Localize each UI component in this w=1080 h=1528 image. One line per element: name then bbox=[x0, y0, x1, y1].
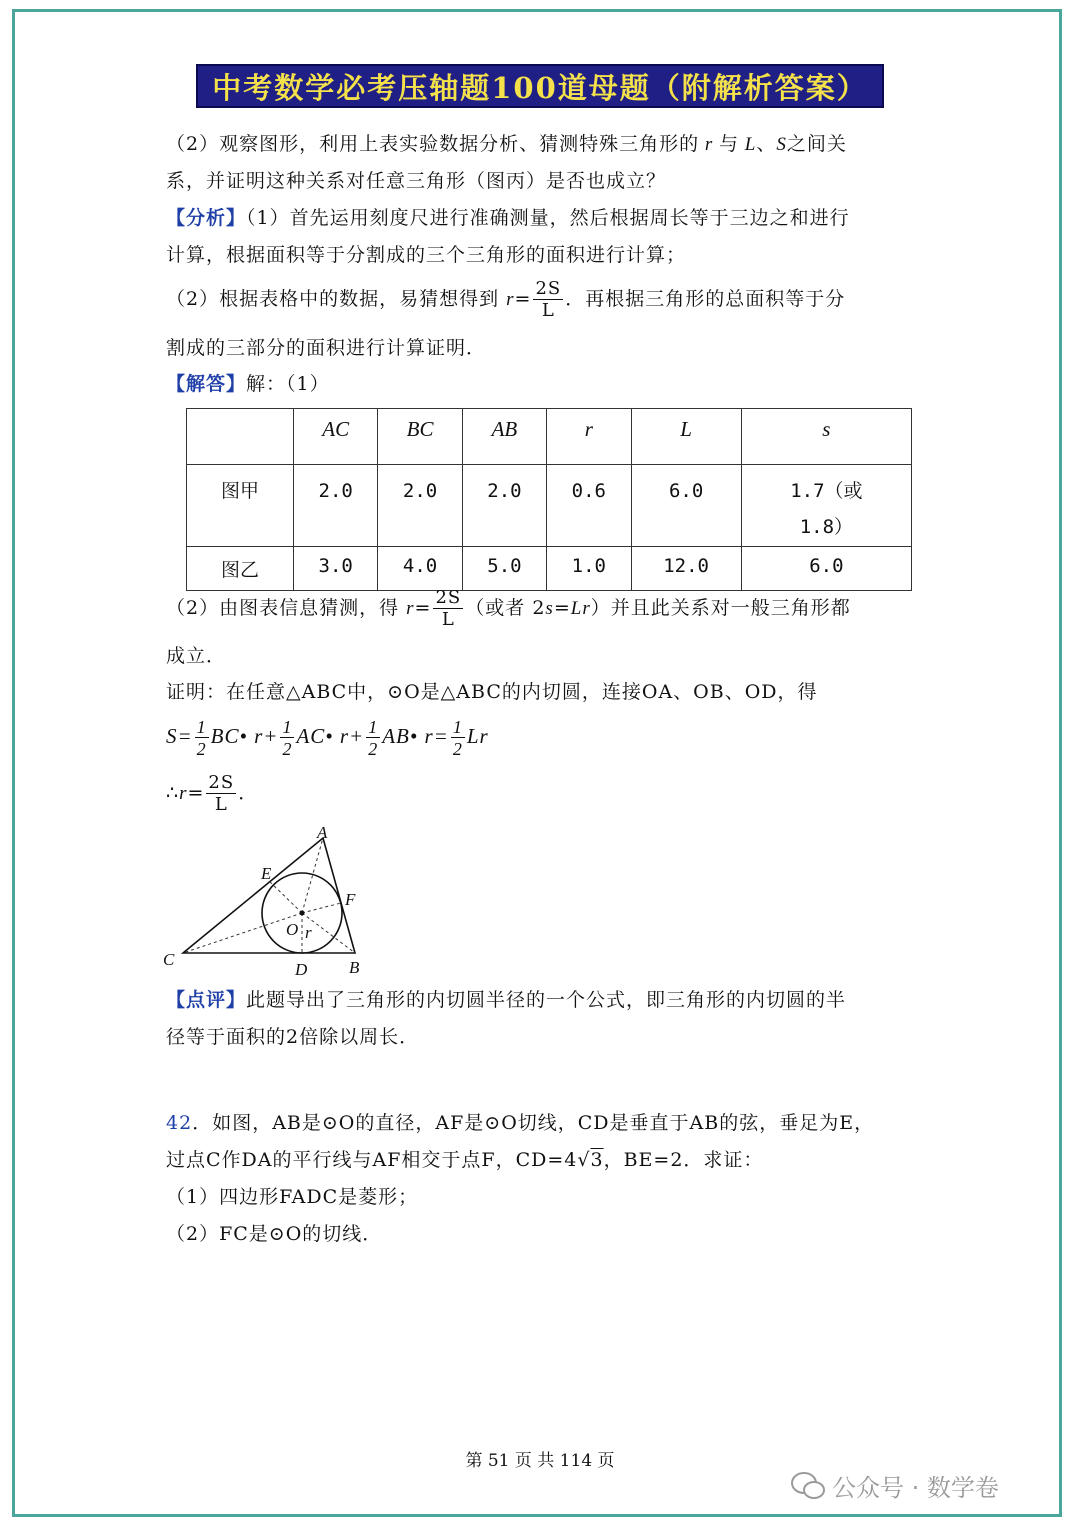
guess-line: （2）由图表信息猜测，得 r= $\frac{2S}{L}$ （或者 2s=Lr）并且此关系对一般三角形都 bbox=[166, 587, 851, 630]
banner-title: 中考数学必考压轴题100道母题（附解析答案） bbox=[196, 64, 884, 108]
analysis-block: 【分析】（1）首先运用刻度尺进行准确测量，然后根据周长等于三边之和进行 计算，根据面积等于分割成的三个三角形的面积进行计算； bbox=[166, 207, 850, 266]
area-formula: S= $\frac{1}{2}$ BC• r+ $\frac{1}{2}$ AC• r+ $\frac{1}{2}$ AB• r= $\frac{1}{2}$ Lr bbox=[166, 717, 489, 760]
question-42: 42．如图，AB是⊙O的直径，AF是⊙O切线，CD是垂直于AB的弦，垂足为E， 过点C作DA的平行线与AF相交于点F，CD=4√3，BE=2．求证： （1）四边形FADC是菱形； （2）FC是⊙O的切线． bbox=[166, 1112, 875, 1245]
answer-heading: 【解答】解：（1） bbox=[166, 373, 330, 395]
table-row: 图乙 3.0 4.0 5.0 1.0 12.0 6.0 bbox=[187, 547, 912, 591]
fraction-2s-over-l: $\frac{2S}{L}$ bbox=[208, 772, 235, 815]
comment-tag: 【点评】 bbox=[166, 989, 247, 1011]
label-o: O bbox=[286, 920, 299, 939]
label-f: F bbox=[345, 890, 356, 909]
label-e: E bbox=[261, 864, 272, 883]
analysis-line3: （2）根据表格中的数据，易猜想得到 r= $\frac{2S}{L}$ ．再根据三角形的总面积等于分 bbox=[166, 278, 846, 321]
analysis-line4: 割成的三部分的面积进行计算证明． bbox=[166, 337, 487, 359]
label-b: B bbox=[349, 958, 360, 977]
q2-text: （2）观察图形，利用上表实验数据分析、猜测特殊三角形的 r 与 L、S之间关 系，并证明这种关系对任意三角形（图丙）是否也成立？ bbox=[166, 133, 847, 192]
fraction-2s-over-l: $\frac{2S}{L}$ bbox=[435, 587, 462, 630]
question-number: 42 bbox=[166, 1112, 193, 1134]
label-a: A bbox=[317, 825, 328, 842]
label-d: D bbox=[295, 960, 308, 979]
fraction-2s-over-l: $\frac{2S}{L}$ bbox=[535, 278, 562, 321]
watermark: 公众号 · 数学卷 bbox=[790, 1468, 999, 1503]
table-header-row: AC BC AB r L s bbox=[187, 409, 912, 465]
proof-line: 证明：在任意△ABC中，⊙O是△ABC的内切圆，连接OA、OB、OD，得 bbox=[166, 681, 818, 703]
answer-tag: 【解答】 bbox=[166, 373, 247, 395]
comment-block: 【点评】此题导出了三角形的内切圆半径的一个公式，即三角形的内切圆的半 径等于面积的2倍除以周长． bbox=[166, 989, 847, 1048]
page-footer: 第 51 页 共 114 页 bbox=[465, 1451, 615, 1471]
label-c: C bbox=[163, 950, 175, 969]
guess-line2: 成立． bbox=[166, 645, 227, 667]
analysis-tag: 【分析】 bbox=[166, 207, 247, 229]
data-table bbox=[186, 408, 912, 591]
wechat-icon bbox=[790, 1471, 826, 1501]
conclusion-formula: ∴r= $\frac{2S}{L}$ ． bbox=[166, 772, 259, 815]
label-r: r bbox=[305, 923, 312, 942]
incircle-figure bbox=[155, 825, 385, 985]
table-row: 图甲 2.0 2.0 2.0 0.6 6.0 1.7（或 1.8） bbox=[187, 465, 912, 547]
